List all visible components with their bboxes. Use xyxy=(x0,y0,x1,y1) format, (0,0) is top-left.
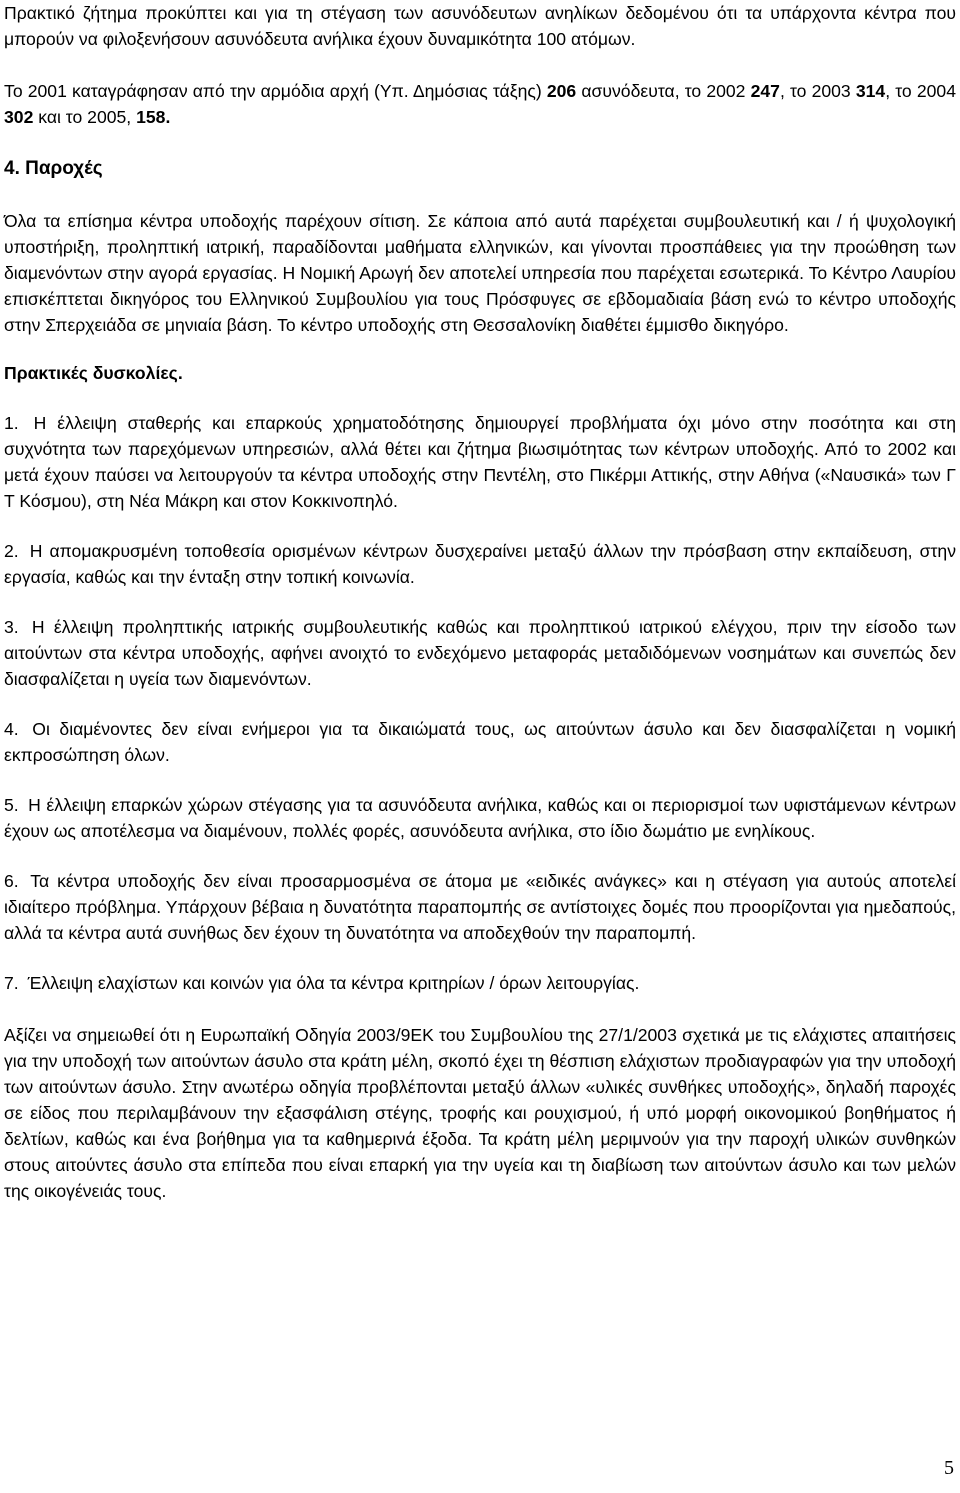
difficulty-text: Η έλλειψη προληπτικής ιατρικής συμβουλευτικής καθώς και προληπτικού ιατρικού ελέγχου, πριν την είσοδο των αιτούντων στα κέντρα υποδοχής, αφήνει ανοιχτό το ενδεχόμενο μεταφοράς μεταδιδόμενων νοσημάτων και συνεπώς δεν διασφαλίζεται η υγεία των διαμενόντων. xyxy=(4,617,957,689)
page-number: 5 xyxy=(944,1457,954,1479)
difficulty-text: Τα κέντρα υποδοχής δεν είναι προσαρμοσμένα σε άτομα με «ειδικές ανάγκες» και η στέγαση για αυτούς αποτελεί ιδιαίτερο πρόβλημα. Υπάρχουν βέβαια η δυνατότητα παραπομπής σε αντίστοιχες δομές που προορίζονται για ημεδαπούς, αλλά τα κέντρα αυτά συνήθως δεν έχουν τη δυνατότητα να αποδεχθούν την παραπομπή. xyxy=(4,871,956,943)
difficulty-item xyxy=(4,716,956,768)
difficulty-text: Έλλειψη ελαχίστων και κοινών για όλα τα κέντρα κριτηρίων / όρων λειτουργίας. xyxy=(27,973,640,993)
difficulty-text: Οι διαμένοντες δεν είναι ενήμεροι για τα δικαιώματά τους, ως αιτούντων άσυλο και δεν διασφαλίζεται η νομική εκπροσώπηση όλων. xyxy=(4,719,957,765)
difficulty-text: Η έλλειψη επαρκών χώρων στέγασης για τα ασυνόδευτα ανήλικα, καθώς και οι περιορισμοί των υφιστάμενων κέντρων έχουν ως αποτέλεσμα να διαμένουν, πολλές φορές, ασυνόδευτα ανήλικα, στο ίδιο δωμάτιο με ενηλίκους. xyxy=(4,795,957,841)
statistics-paragraph xyxy=(4,78,956,130)
difficulty-number: 5. xyxy=(4,795,19,815)
document-page xyxy=(4,0,956,1204)
difficulties-heading: Πρακτικές δυσκολίες. xyxy=(4,363,183,383)
difficulty-number: 6. xyxy=(4,871,19,891)
stats-lead: Το 2001 καταγράφησαν από την αρμόδια αρχή (Υπ. Δημόσιας τάξης) xyxy=(4,81,547,101)
difficulty-item xyxy=(4,792,956,844)
difficulty-text: Η έλλειψη σταθερής και επαρκούς χρηματοδότησης δημιουργεί προβλήματα όχι μόνο στην ποσότητα και στη συχνότητα των παρεχόμενων υπηρεσιών, αλλά θέτει και ζήτημα βιωσιμότητας των κέντρων υποδοχής. Από το 2002 και μετά έχουν παύσει να λειτουργούν τα κέντρα υποδοχής στην Πεντέλη, στο Πικέρμι Αττικής, στην Αθήνα («Ναυσικά» των Γ Τ Κόσμου), στη Νέα Μάκρη και στον Κοκκινοπηλό. xyxy=(4,413,956,511)
difficulty-item xyxy=(4,868,956,946)
difficulty-number: 2. xyxy=(4,541,19,561)
section-heading-services: 4. Παροχές xyxy=(4,158,103,179)
difficulty-item xyxy=(4,614,956,692)
difficulty-item xyxy=(4,970,956,996)
stats-2001-count: 206 xyxy=(546,81,577,101)
intro-paragraph: Πρακτικό ζήτημα προκύπτει και για τη στέγαση των ασυνόδευτων ανηλίκων δεδομένου ότι τα υπάρχοντα κέντρα που μπορούν να φιλοξενήσουν ασυνόδευτα ανήλικα έχουν δυναμικότητα 100 ατόμων. xyxy=(4,3,956,49)
stats-2002-count: 247 xyxy=(750,81,780,101)
stats-2005-count: 158. xyxy=(136,107,171,127)
stats-mid-1: ασυνόδευτα, το 2002 xyxy=(576,81,751,101)
stats-mid-2: , το 2003 xyxy=(779,81,856,101)
stats-2003-count: 314 xyxy=(855,81,886,101)
difficulty-number: 3. xyxy=(4,617,19,637)
difficulty-number: 7. xyxy=(4,973,19,993)
difficulty-number: 1. xyxy=(4,413,19,433)
stats-mid-3: , το 2004 xyxy=(885,81,956,101)
difficulty-item xyxy=(4,410,956,514)
directive-paragraph: Αξίζει να σημειωθεί ότι η Ευρωπαϊκή Οδηγία 2003/9ΕΚ του Συμβουλίου της 27/1/2003 σχετικά με τις ελάχιστες απαιτήσεις για την υποδοχή των αιτούντων άσυλο στα κράτη μέλη, σκοπό έχει τη θέσπιση ελάχιστων προδιαγραφών για την υποδοχή των αιτούντων άσυλο. Στην ανωτέρω οδηγία προβλέπονται μεταξύ άλλων «υλικές συνθήκες υποδοχής», δηλαδή παροχές σε είδος που περιλαμβάνουν την εξασφάλιση στέγης, τροφής και ρουχισμού, ή υπό μορφή οικονομικού βοηθήματος ή δελτίων, καθώς και ένα βοήθημα για τα καθημερινά έξοδα. Τα κράτη μέλη μεριμνούν για την παροχή υλικών συνθηκών στους αιτούντες άσυλο στα επίπεδα που είναι επαρκή για την υγεία και τη διαβίωση των αιτούντων άσυλο και των μελών της οικογένειάς τους. xyxy=(4,1025,956,1201)
stats-2004-count: 302 xyxy=(4,107,34,127)
services-paragraph: Όλα τα επίσημα κέντρα υποδοχής παρέχουν σίτιση. Σε κάποια από αυτά παρέχεται συμβουλευτική και / ή ψυχολογική υποστήριξη, προληπτική ιατρική, παραδίδονται μαθήματα ελληνικών, και γίνονται προσπάθειες για την προώθηση των διαμενόντων στην αγορά εργασίας. Η Νομική Αρωγή δεν αποτελεί υπηρεσία που παρέχεται εσωτερικά. Το Κέντρο Λαυρίου επισκέπτεται δικηγόρος του Ελληνικού Συμβουλίου για τους Πρόσφυγες σε εβδομαδιαία βάση ενώ το κέντρο υποδοχής στην Σπερχειάδα σε μηνιαία βάση. Το κέντρο υποδοχής στη Θεσσαλονίκη διαθέτει έμμισθο δικηγόρο. xyxy=(4,211,956,335)
difficulty-number: 4. xyxy=(4,719,19,739)
stats-mid-4: και το 2005, xyxy=(33,107,137,127)
difficulty-text: Η απομακρυσμένη τοποθεσία ορισμένων κέντρων δυσχεραίνει μεταξύ άλλων την πρόσβαση στην εκπαίδευση, στην εργασία, καθώς και την ένταξη στην τοπική κοινωνία. xyxy=(4,541,957,587)
difficulty-item xyxy=(4,538,956,590)
